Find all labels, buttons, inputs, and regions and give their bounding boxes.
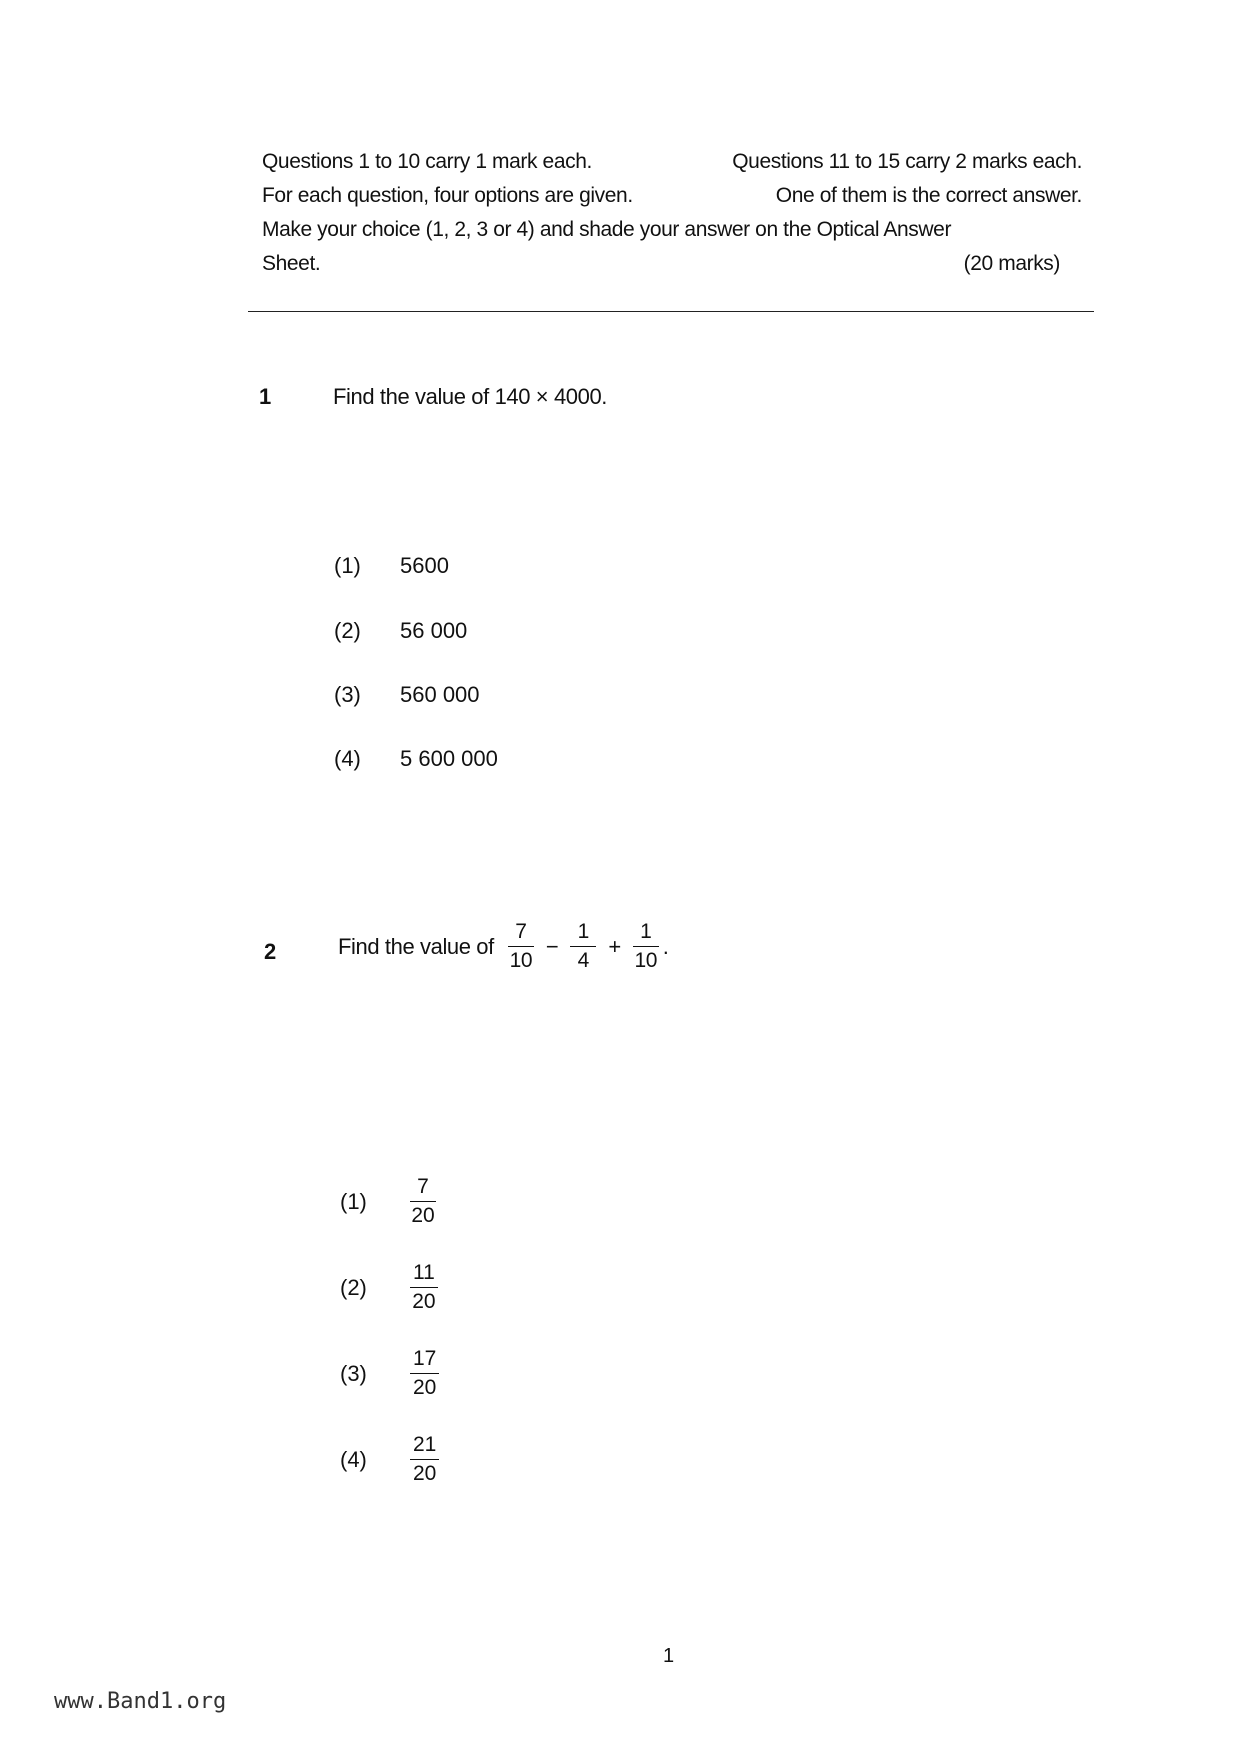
operator: − [545, 933, 559, 959]
page-number: 1 [663, 1645, 675, 1667]
option-q1-4 [334, 746, 498, 772]
question-text-expression [338, 918, 668, 975]
question-text: Find the value of 140 × 4000. [333, 384, 608, 409]
option-value: 560 000 [400, 682, 480, 707]
instructions-text: Sheet. [262, 252, 321, 275]
option-label: (1) [334, 553, 361, 578]
operator: + [608, 933, 621, 959]
fraction-numerator: 17 [410, 1345, 439, 1374]
fraction [570, 918, 596, 975]
option-label: (3) [340, 1360, 367, 1386]
instructions-text: For each question, four options are given. [262, 184, 633, 207]
option-q1-3 [334, 682, 480, 708]
option-q1-1 [334, 553, 449, 579]
fraction-denominator: 20 [412, 1290, 436, 1313]
fraction-numerator: 11 [410, 1259, 438, 1288]
instructions-text: One of them is the correct answer. [775, 184, 1082, 207]
marks-total: (20 marks) [963, 252, 1060, 275]
option-q2-2 [340, 1259, 442, 1316]
instructions-line-2 [262, 179, 1082, 213]
option-label: (2) [334, 618, 361, 643]
fraction-denominator: 10 [634, 949, 658, 972]
option-q2-1 [340, 1173, 440, 1230]
fraction [410, 1345, 439, 1402]
fraction-denominator: 20 [413, 1462, 437, 1485]
footer-url: www.Band1.org [54, 1689, 227, 1714]
fraction-numerator: 21 [410, 1431, 439, 1460]
fraction-numerator: 7 [508, 918, 534, 947]
option-q2-4 [340, 1431, 443, 1488]
fraction-denominator: 10 [509, 949, 533, 972]
instructions-text: Make your choice (1, 2, 3 or 4) and shade your answer on the Optical Answer [262, 218, 952, 241]
option-label: (2) [340, 1274, 367, 1300]
fraction-numerator: 1 [570, 918, 596, 947]
fraction-denominator: 4 [577, 949, 589, 972]
option-q2-3 [340, 1345, 443, 1402]
option-value: 5 600 000 [400, 746, 498, 771]
instructions-text: Questions 1 to 10 carry 1 mark each. [262, 150, 592, 173]
fraction-denominator: 20 [413, 1376, 437, 1399]
instructions-line-3 [262, 213, 1082, 247]
option-label: (4) [334, 746, 361, 771]
instructions-text: Questions 11 to 15 carry 2 marks each. [732, 150, 1082, 173]
instructions-line-4 [262, 247, 1082, 281]
fraction-numerator: 1 [633, 918, 659, 947]
instructions-line-1 [262, 145, 1082, 179]
option-value: 5600 [400, 553, 449, 578]
option-label: (1) [340, 1188, 367, 1214]
option-value: 56 000 [400, 618, 468, 643]
option-label: (4) [340, 1446, 367, 1472]
question-text: Find the value of [338, 933, 494, 959]
question-number: 1 [259, 384, 272, 409]
option-q1-2 [334, 618, 467, 644]
fraction-denominator: 20 [411, 1204, 435, 1227]
instructions-block [262, 145, 1082, 281]
period: . [662, 933, 669, 959]
fraction [633, 918, 659, 975]
fraction [508, 918, 534, 975]
section-divider [248, 311, 1094, 312]
question-number: 2 [264, 939, 277, 964]
fraction-numerator: 7 [410, 1173, 436, 1202]
fraction [410, 1431, 439, 1488]
option-label: (3) [334, 682, 361, 707]
fraction [410, 1259, 438, 1316]
fraction [410, 1173, 436, 1230]
